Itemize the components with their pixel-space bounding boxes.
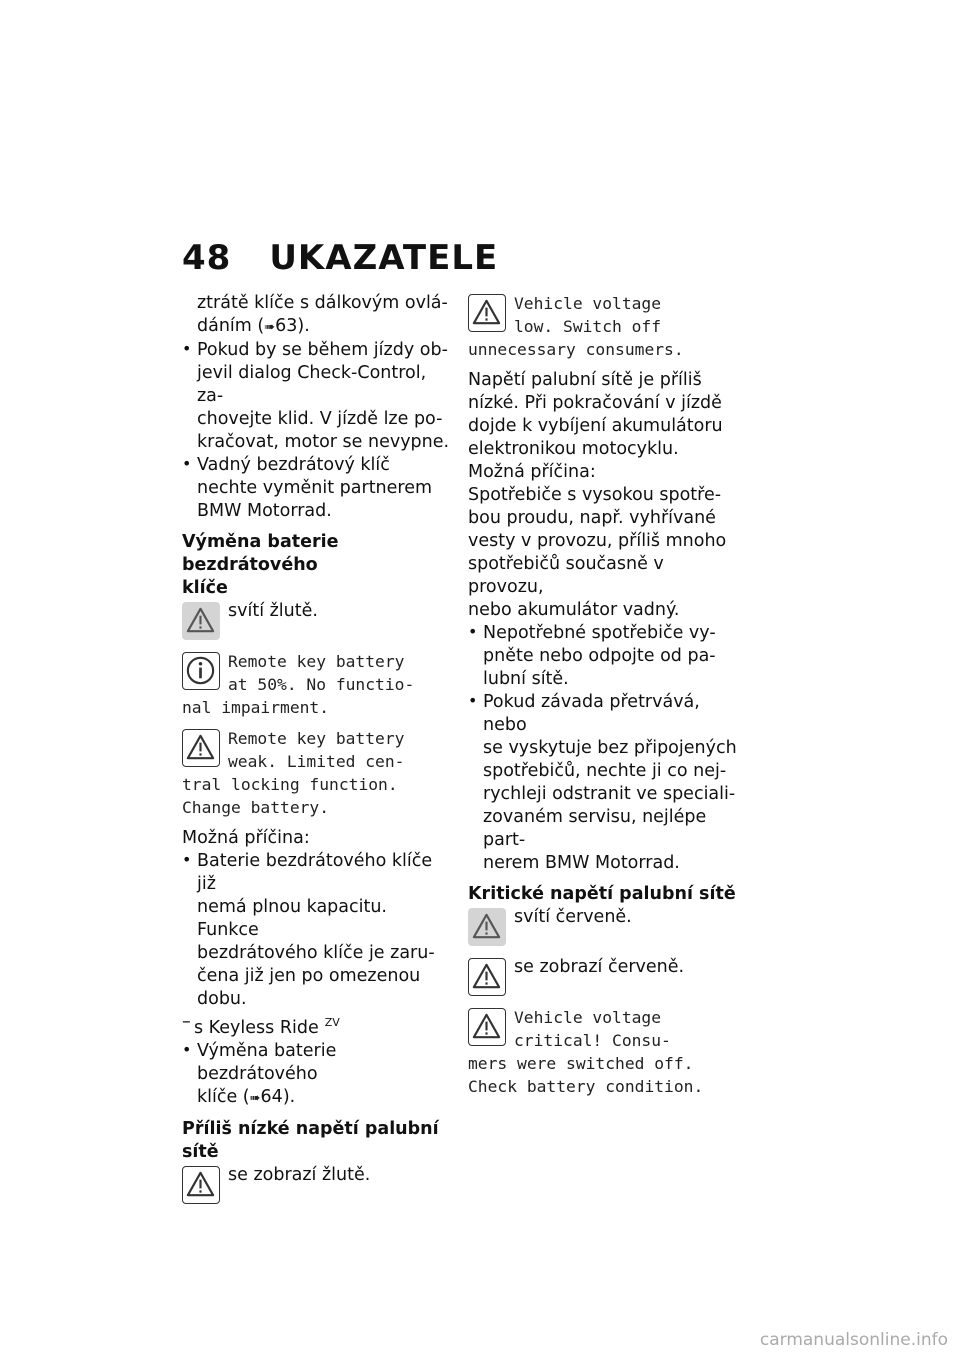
list-item: • Pokud by se během jízdy ob- jevil dialog Check-Control, za- chovejte klid. V jízdě lze po- kračovat, motor se nevypne. <box>182 339 452 454</box>
warning-triangle-icon <box>468 1008 506 1046</box>
page-header <box>182 238 498 278</box>
warning-triangle-icon <box>182 602 220 640</box>
warning-message: Vehicle voltage low. Switch off unnecessary consumers. <box>468 294 684 359</box>
info-icon <box>182 652 220 690</box>
section-title: UKAZATELE <box>269 238 499 278</box>
text-line: dojde k vybíjení akumulátoru <box>468 416 723 436</box>
warning-triangle-icon <box>468 908 506 946</box>
section-heading: Kritické napětí palubní sítě <box>468 884 736 904</box>
text-line: elektronikou motocyklu. <box>468 439 679 459</box>
text-line: dáním (➠63). <box>182 315 452 339</box>
text-line: spotřebičů současně v provozu, <box>468 554 664 597</box>
list-item: – s Keyless Ride $^{ZV}$ <box>182 1011 452 1040</box>
text-line: nebo akumulátor vadný. <box>468 600 680 620</box>
section-heading: Výměna baterie bezdrátového <box>182 532 339 575</box>
indicator-row: svítí žlutě. <box>182 600 452 642</box>
warning-triangle-icon <box>182 729 220 767</box>
warning-message: Remote key battery weak. Limited cen- tral locking function. Change battery. <box>182 729 405 817</box>
page-reference-link[interactable]: 63). <box>275 316 310 336</box>
arrow-reference-icon: ➠ <box>249 1090 261 1106</box>
critical-message: Vehicle voltage critical! Consu- mers were switched off. Check battery condition. <box>468 1008 704 1096</box>
left-column <box>182 292 452 1206</box>
page-reference-link[interactable]: 64). <box>260 1086 296 1107</box>
text-line: bou proudu, např. vyhřívané <box>468 508 716 528</box>
text-line: ztrátě klíče s dálkovým ovlá- <box>197 293 448 313</box>
list-item: • Výměna baterie bezdrátového klíče (➠64). <box>182 1040 452 1110</box>
right-column <box>468 292 743 1098</box>
text-line: vesty v provozu, příliš mnoho <box>468 531 727 551</box>
indicator-row: se zobrazí žlutě. <box>182 1164 452 1206</box>
list-item: • Vadný bezdrátový klíč nechte vyměnit partnerem BMW Motorrad. <box>182 454 452 523</box>
indicator-row: se zobrazí červeně. <box>468 956 743 998</box>
list-item: • Pokud závada přetrvává, nebo se vyskytuje bez připojených spotřebičů, nechte ji co nej- rychleji odstranit ve speciali- zovaném servisu, nejlépe part- nerem BMW Motorrad. <box>468 691 743 875</box>
cause-label: Možná příčina: <box>468 462 596 482</box>
text-line: Napětí palubní sítě je příliš <box>468 370 702 390</box>
warning-triangle-icon <box>468 294 506 332</box>
watermark: carmanualsonline.info <box>759 1330 948 1350</box>
cause-label: Možná příčina: <box>182 828 310 848</box>
info-message: Remote key battery at 50%. No functio- nal impairment. <box>182 652 415 717</box>
text-line: nízké. Při pokračování v jízdě <box>468 393 722 413</box>
text-line: Spotřebiče s vysokou spotře- <box>468 485 722 505</box>
section-heading: Příliš nízké napětí palubní sítě <box>182 1118 439 1162</box>
list-item: • Baterie bezdrátového klíče již nemá plnou kapacitu. Funkce bezdrátového klíče je zaru- čena již jen po omezenou dobu. <box>182 850 452 1011</box>
list-item: • Nepotřebné spotřebiče vy- pněte nebo odpojte od pa- lubní sítě. <box>468 622 743 691</box>
indicator-row: svítí červeně. <box>468 906 743 948</box>
page-number: 48 <box>182 238 232 278</box>
section-heading: klíče <box>182 578 228 598</box>
warning-triangle-icon <box>468 958 506 996</box>
equipment-code: ZV <box>324 1016 340 1029</box>
warning-triangle-icon <box>182 1166 220 1204</box>
arrow-reference-icon: ➠ <box>264 320 276 335</box>
